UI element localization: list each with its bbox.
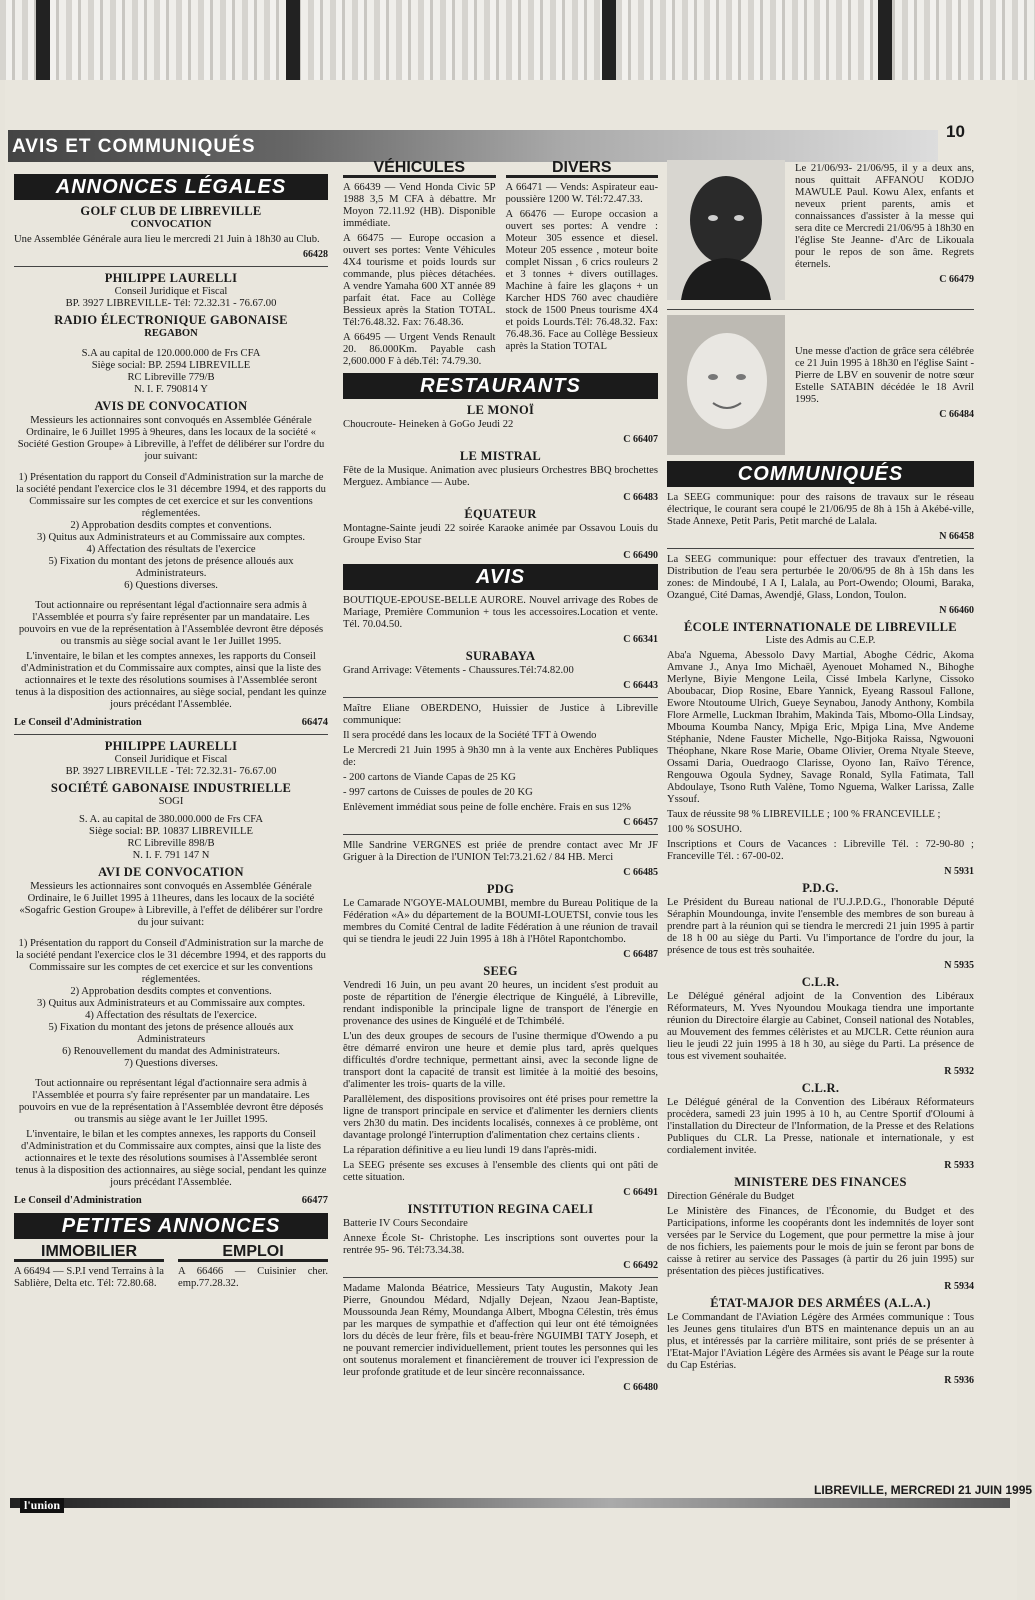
- signature: Le Conseil d'Administration: [14, 717, 142, 728]
- notice-text: Une Assemblée Générale aura lieu le mercredi 21 Juin à 18h30 au Club.: [14, 234, 320, 245]
- notice-text: Annexe École St- Christophe. Les inscriptions sont ouvertes pour la rentrée 95- 96. Tél:73.34.38.: [343, 1233, 658, 1256]
- notice-text: Batterie IV Cours Secondaire: [343, 1218, 468, 1229]
- classified-ad: A 66476 — Europe occasion a ouvert ses portes: A vendre : Moteur 305 essence et diesel. Moteur 205 essence , moteur boite complet Nissan , 6 crics rouleurs 2 et 3 tonnes + divers outillages. Machine à faire les glaçons + un Karcher HDS 760 avec chaudière stock de 1500 Pneus tourisme 4X4 et poids Lourds.Tél: 76.48.32. Fax: 76.48.36. Face au Collège Bessieux après la Station TOTAL: [505, 209, 658, 352]
- notice-ref: C 66407: [623, 434, 658, 445]
- notice-text: Fête de la Musique. Animation avec plusieurs Orchestres BBQ brochettes Merguez. Ambiance — Aube.: [343, 465, 658, 488]
- notice-ref: C 66479: [939, 274, 974, 285]
- notice-title: C.L.R.: [801, 975, 840, 989]
- notice-text: Le Commandant de l'Aviation Légère des Armées communique : Tous les Jeunes gens titulaires d'un BTS en maintenance depuis un an au plus, et intéressés par la carrière militaire, sont priés de se présenter à l'Etat-Major l'Aviation Légère des Armées sis avant le Péage sur la route du Cap Estérias.: [667, 1312, 974, 1371]
- agenda-item: 5) Fixation du montant des jetons de présence alloués aux Administrateurs.: [48, 556, 294, 579]
- notice-text: Il sera procédé dans les locaux de la Société TFT à Owendo: [343, 730, 597, 741]
- issue-date: LIBREVILLE, MERCREDI 21 JUIN 1995: [814, 1483, 1033, 1497]
- notice-ref: C 66490: [623, 550, 658, 561]
- footer-bar: [10, 1498, 1010, 1508]
- notice-line: Conseil Juridique et Fiscal: [114, 286, 228, 297]
- divider: [14, 734, 328, 735]
- column-legal-notices: [14, 172, 328, 1492]
- notice-line: N. I. F. 791 147 N: [132, 850, 210, 861]
- notice-line: RC Libreville 779/B: [127, 372, 215, 383]
- divider: [343, 834, 658, 835]
- notice-ref: R 5934: [944, 1281, 974, 1292]
- signature: Le Conseil d'Administration: [14, 1195, 142, 1206]
- notice-ref: C 66485: [623, 867, 658, 878]
- notice-text: La SEEG communique: pour effectuer des travaux d'entretien, la Distribution de l'eau sera perturbée le 20/06/95 de 8h à 15h dans les zones: de Mindoubé, I A I, Lalala, au Port-Owendo; Oloumi, Baraka, Ozangué, Cité Damas, Awendjé, Glass, London, Toulon.: [667, 554, 974, 601]
- agenda-item: 1) Présentation du rapport du Conseil d'Administration sur la marche de la société pendant l'exercice clos le 31 décembre 1994, et des rapports du Commissaire sur les comptes de cet exercice et sur les conventions réglementées.: [16, 472, 326, 519]
- notice-text: - 997 cartons de Cuisses de poules de 20 KG: [343, 787, 533, 798]
- notice-title: PDG: [486, 882, 515, 896]
- classified-ad: A 66471 — Vends: Aspirateur eau- poussière 1200 W. Tél:72.47.33.: [505, 182, 658, 205]
- notice-text: Le Délégué général adjoint de la Convention des Libéraux Réformateurs, M. Yves Nyoundou Moukaga tiendra une importante réunion du Directoire élargie au Cabinet, Conseil national des Notables, au Mouvement des femmes célèristes et au MJCLR. Cette réunion aura lieu le jeudi 22 juin 1995 à 18 h 30, au siège du Parti. La présence de tous est vivement souhaitée.: [667, 991, 974, 1062]
- notice-ref: R 5932: [944, 1066, 974, 1077]
- notice-text: L'un des deux groupes de secours de l'usine thermique d'Owendo a pu être démarré environ une heure et demie plus tard, après quelques difficultés d'ordre technique, permettant ainsi, avec la seconde ligne de transport dont la capacité de transit est limitée à la moitié des besoins, d'alimenter les trois- quarts de la ville.: [343, 1031, 658, 1090]
- heading-communiques: COMMUNIQUÉS: [667, 461, 974, 487]
- page-number: 10: [946, 122, 965, 141]
- portrait-photo: [667, 160, 785, 300]
- notice-title: AVIS DE CONVOCATION: [94, 399, 248, 413]
- notice-line: S.A au capital de 120.000.000 de Frs CFA: [81, 348, 261, 359]
- notice-ref: C 66491: [623, 1187, 658, 1198]
- notice-ref: C 66480: [623, 1382, 658, 1393]
- subheading-vehicules: VÉHICULES: [343, 162, 496, 178]
- notice-ref: 66428: [303, 249, 328, 260]
- notice-ref: C 66443: [623, 680, 658, 691]
- notice-title: GOLF CLUB DE LIBREVILLE: [80, 204, 262, 218]
- notice-ref: N 5935: [944, 960, 974, 971]
- notice-ref: C 66484: [939, 409, 974, 420]
- divider: [14, 266, 328, 267]
- agenda-item: 1) Présentation du rapport du Conseil d'Administration sur la marche de la société pendant l'exercice clos le 31 décembre 1994, et des rapports du Commissaire sur les comptes de cet exercice et sur les conventions réglementées.: [16, 938, 326, 985]
- notice-title: PHILIPPE LAURELLI: [104, 271, 238, 285]
- portrait-photo: [667, 315, 785, 455]
- notice-title: MINISTERE DES FINANCES: [734, 1175, 907, 1189]
- divider: [343, 1277, 658, 1278]
- notice-text: Messieurs les actionnaires sont convoqués en Assemblée Générale Ordinaire, le 6 Juillet 1995 à 9heures, dans les locaux de la société « Société Gestion Groupe» à Libreville, à l'effet de délibérer sur l'ordre du jour suivant:: [17, 415, 325, 462]
- notice-text: Madame Malonda Béatrice, Messieurs Taty Augustin, Makoty Jean Pierre, Gnoundou Médard, Ndjally Dejean, Nzaou Jean-Baptiste, Moussounda Jean Rémy, Moundanga Albert, Mbogna Célestin, très émus par les marques de sympathie et d'affection qui leur ont été témoignées lors du décès de leur frère, fils et beau-frère NGUIMBI TATY Joseph, et ne pouvant remercier individuellement, prient toutes les personnes qui les ont soutenus moralement et financièrement de trouver ici l'expression de leur profonde gratitude et de leur sincère reconnaissance.: [343, 1283, 658, 1378]
- notice-text: Montagne-Sainte jeudi 22 soirée Karaoke animée par Ossavou Louis du Groupe Eviso Star: [343, 523, 658, 546]
- notice-subtitle: Liste des Admis au C.E.P.: [765, 635, 876, 646]
- heading-avis: AVIS: [343, 564, 658, 590]
- window-post: [36, 0, 50, 80]
- classified-ad: A 66439 — Vend Honda Civic 5P 1988 3,5 M CFA à débattre. Mr Moyon 72.11.92 (HB). Disponible immédiate.: [343, 182, 496, 229]
- notice-subtitle: Direction Générale du Budget: [667, 1191, 795, 1202]
- notice-text: BOUTIQUE-EPOUSE-BELLE AURORE. Nouvel arrivage des Robes de Mariage, Première Communion + tous les accessoires.Location et vente. Tél. 70.04.50.: [343, 595, 658, 630]
- notice-text: Maître Eliane OBERDENO, Huissier de Justice à Libreville communique:: [343, 703, 658, 726]
- notice-text: - 200 cartons de Viande Capas de 25 KG: [343, 772, 516, 783]
- notice-title: RADIO ÉLECTRONIQUE GABONAISE: [54, 313, 288, 327]
- agenda-item: 4) Affectation des résultats de l'exercice: [86, 544, 256, 555]
- section-title: AVIS ET COMMUNIQUÉS: [12, 136, 256, 157]
- heading-restaurants: RESTAURANTS: [343, 373, 658, 399]
- notice-line: SOGI: [158, 796, 184, 807]
- notice-title: AVI DE CONVOCATION: [98, 865, 244, 879]
- notice-text: Inscriptions et Cours de Vacances : Libreville Tél. : 72-90-80 ; Franceville Tél. : 67-00-02.: [667, 839, 974, 862]
- notice-text: Le Mercredi 21 Juin 1995 à 9h30 mn à la vente aux Enchères Publiques de:: [343, 745, 658, 768]
- notice-text: La SEEG communique: pour des raisons de travaux sur le réseau électrique, le courant sera coupé le 21/06/95 de 8h à 15h à Akébé-ville, Stade Annexe, Petit Paris, Petit marché de Lalala.: [667, 492, 974, 527]
- notice-text: Tout actionnaire ou représentant légal d'actionnaire sera admis à l'Assemblée et pourra s'y faire représenter par un mandataire. Les pouvoirs en vue de la représentation à l'Assemblée devront être déposés ou transmis au siège social avant le 1er Juillet 1995.: [18, 600, 324, 647]
- divider: [667, 548, 974, 549]
- notice-text: Mlle Sandrine VERGNES est priée de prendre contact avec Mr JF Griguer à la Direction de l'UNION Tel:73.21.62 / 84 HB. Merci: [343, 840, 658, 863]
- heading-annonces-legales: ANNONCES LÉGALES: [14, 174, 328, 200]
- notice-title: LE MISTRAL: [459, 449, 542, 463]
- column-classifieds: [343, 160, 658, 1490]
- notice-text: Messieurs les actionnaires sont convoqués en Assemblée Générale Ordinaire, le 6 Juillet 1995 à 11heures, dans les locaux de la société «Sogafric Gestion Groupe» à Libreville, à l'effet de délibérer sur l'ordre du jour suivant:: [19, 881, 323, 928]
- notice-text: Le 21/06/93- 21/06/95, il y a deux ans, nous quittait AFFANOU KODJO MAWULE Paul. Kowu Alex, enfants et neveux prient parents, amis et connaissances d'assister à la messe qui sera dite ce Mercredi 21/06/95 à 18h30 en l'église Ste Jeanne- d'Arc de Likouala pour le repos de son âme. Regrets éternels.: [795, 163, 974, 270]
- notice-text: Enlèvement immédiat sous peine de folle enchère. Frais en sus 12%: [343, 802, 632, 813]
- notice-title: P.D.G.: [802, 881, 839, 895]
- notice-line: BP. 3927 LIBREVILLE- Tél: 72.32.31 - 76.67.00: [65, 298, 277, 309]
- divider: [343, 697, 658, 698]
- agenda-item: 2) Approbation desdits comptes et conventions.: [70, 520, 272, 531]
- notice-text: 100 % SOSUHO.: [667, 824, 743, 835]
- notice-title: PHILIPPE LAURELLI: [104, 739, 238, 753]
- notice-line: BP. 3927 LIBREVILLE - Tél: 72.32.31- 76.67.00: [65, 766, 277, 777]
- notice-title: INSTITUTION REGINA CAELI: [407, 1202, 594, 1216]
- notice-text: L'inventaire, le bilan et les comptes annexes, les rapports du Conseil d'Administration et du Commissaire aux comptes, ainsi que la liste des actionnaires et le texte des résolutions soumises à l'Assemblée seront tenus à la disposition des actionnaires, au siège social, pendant les quinze jours précédant l'Assemblée.: [15, 651, 327, 710]
- notice-text: Grand Arrivage: Vêtements - Chaussures.Tél:74.82.00: [343, 665, 574, 676]
- notice-title: ÉCOLE INTERNATIONALE DE LIBREVILLE: [684, 620, 957, 634]
- newspaper-logo: l'union: [20, 1498, 64, 1513]
- notice-title: SURABAYA: [465, 649, 536, 663]
- classified-ad: A 66494 — S.P.I vend Terrains à la Sablière, Delta etc. Tél: 72.80.68.: [14, 1266, 164, 1289]
- notice-ref: R 5933: [944, 1160, 974, 1171]
- notice-line: S. A. au capital de 380.000.000 de Frs CFA: [78, 814, 263, 825]
- window-post: [878, 0, 892, 80]
- notice-text: L'inventaire, le bilan et les comptes annexes, les rapports du Conseil d'Administration et du Commissaire aux comptes, ainsi que la liste des actionnaires et le texte des résolutions soumises à l'Assemblée seront tenus à la disposition des actionnaires, au siège social, pendant les quinze jours précédant l'Assemblée.: [15, 1129, 327, 1188]
- window-post: [602, 0, 616, 80]
- notice-text: Choucroute- Heineken à GoGo Jeudi 22: [343, 419, 514, 430]
- divider: [667, 309, 974, 310]
- agenda-item: 4) Affectation des résultats de l'exercice.: [85, 1010, 257, 1021]
- agenda-item: 6) Questions diverses.: [124, 580, 218, 591]
- notice-title: SEEG: [483, 964, 518, 978]
- notice-ref: C 66457: [623, 817, 658, 828]
- notice-line: Siège social: BP. 10837 LIBREVILLE: [89, 826, 253, 837]
- notice-ref: N 66460: [939, 605, 974, 616]
- notice-ref: C 66487: [623, 949, 658, 960]
- agenda-item: 2) Approbation desdits comptes et conventions.: [70, 986, 272, 997]
- classified-ad: A 66475 — Europe occasion a ouvert ses portes: Vente Véhicules 4X4 tourisme et poids lourds sur commande, plus pièces détachées. A vendre Yamaha 600 XT année 89 parfait état. Face au Collège Bessieux après la Station TOTAL. Tél:76.48.32. Fax: 76.48.36.: [343, 233, 496, 328]
- notice-title: ÉTAT-MAJOR DES ARMÉES (A.L.A.): [710, 1296, 931, 1310]
- notice-text: Le Délégué général de la Convention des Libéraux Réformateurs procèdera, samedi 23 juin 1995 à 10 h, au Centre Sportif d'Oloumi à l'installation du Directeur de l'Information, de la Presse et des Relations Publiques du CLR. La Presse, nationale et internationale, y est cordialement invitée.: [667, 1097, 974, 1156]
- notice-line: Conseil Juridique et Fiscal: [114, 754, 228, 765]
- notice-text: La SEEG présente ses excuses à l'ensemble des clients qui ont pâti de cette situation.: [343, 1160, 658, 1183]
- notice-ref: N 66458: [939, 531, 974, 542]
- notice-text: Vendredi 16 Juin, un peu avant 20 heures, un incident s'est produit au poste de répartition de l'énergie électrique de Kinguélé, à Libreville, rendant indisponible la principale ligne de transport de l'énergie en provenance des usines de Kinguélé et de Tchimbélé.: [343, 980, 658, 1027]
- notice-ref: R 5936: [944, 1375, 974, 1386]
- subheading-divers: DIVERS: [506, 162, 659, 178]
- notice-title: LE MONOÏ: [466, 403, 535, 417]
- notice-line: REGABON: [144, 328, 198, 339]
- notice-text: Une messe d'action de grâce sera célébrée ce 21 Juin 1995 à 18h30 en l'église Saint -Pierre de LBV en souvenir de notre sœur Estelle SATABIN décédée le 18 Avril 1995.: [795, 346, 974, 405]
- notice-text: Parallèlement, des dispositions provisoires ont été prises pour remettre la ligne de transport principale en service et d'alimenter les derniers clients vers 2h30 du matin. Des incidents localisés, connexes à ce problème, ont davantage prolongé l'interruption d'alimentation chez certains clients .: [343, 1094, 658, 1141]
- notice-ref: 66474: [301, 717, 328, 728]
- notice-text: La réparation définitive a eu lieu lundi 19 dans l'après-midi.: [343, 1145, 597, 1156]
- heading-petites-annonces: PETITES ANNONCES: [14, 1213, 328, 1239]
- agenda-item: 3) Quitus aux Administrateurs et au Commissaire aux comptes.: [36, 998, 306, 1009]
- agenda-item: 5) Fixation du montant des jetons de présence alloués aux Administrateurs: [48, 1022, 294, 1045]
- notice-title: C.L.R.: [801, 1081, 840, 1095]
- classified-ad: A 66495 — Urgent Vends Renault 20. 86.000Km. Payable cash 2,600.000 F à déb.Tél: 74.79.30.: [343, 332, 496, 367]
- agenda-item: 7) Questions diverses.: [124, 1058, 218, 1069]
- notice-ref: C 66483: [623, 492, 658, 503]
- notice-title: SOCIÉTÉ GABONAISE INDUSTRIELLE: [50, 781, 292, 795]
- notice-text: Le Ministère des Finances, de l'Économie, du Budget et des Participations, informe les coopérants dont les indemnités de loyer sont versées par le Service du Logement, que pour permettre la mise à jour de nos fichiers, les paiements pour le mois de juin se feront par bons de caisse à retirer au service des Passages (à partir du 26 juin 1995) sur présentation des pièces justificatives.: [667, 1206, 974, 1277]
- notice-line: RC Libreville 898/B: [127, 838, 215, 849]
- notice-line: Siège social: BP. 2594 LIBREVILLE: [91, 360, 251, 371]
- notice-text: Le Président du Bureau national de l'U.J.P.D.G., l'honorable Député Séraphin Moundounga, invite l'ensemble des membres de son bureau à prendre part à la réunion qui se tiendra le mercredi 21 juin 1995 à partir de 18 h 00 au siège du Parti. Vu l'importance de l'ordre du jour, la présence de tous est très souhaitée.: [667, 897, 974, 956]
- notice-ref: N 5931: [944, 866, 974, 877]
- window-post: [286, 0, 300, 80]
- notice-line: N. I. F. 790814 Y: [134, 384, 208, 395]
- agenda-item: 3) Quitus aux Administrateurs et au Commissaire aux comptes.: [36, 532, 306, 543]
- notice-text: Le Camarade N'GOYE-MALOUMBI, membre du Bureau Politique de la Fédération «A» du département de la BOUMI-LOUETSI, convie tous les membres du Comité Central de ladite Fédération à une réunion de travail qui se tiendra le jeudi 22 Juin 1995 à 18h à l'Hôtel Rapontchombo.: [343, 898, 658, 945]
- classified-ad: A 66466 — Cuisinier cher. emp.77.28.32.: [178, 1266, 328, 1289]
- notice-text: Tout actionnaire ou représentant légal d'actionnaire sera admis à l'Assemblée et pourra s'y faire représenter par un mandataire. Les pouvoirs en vue de la représentation à l'Assemblée devront être déposés ou transmis au siège avant le 1er Juillet 1995.: [18, 1078, 324, 1125]
- notice-ref: C 66341: [623, 634, 658, 645]
- column-communiques: [667, 160, 974, 1495]
- subheading-immobilier: IMMOBILIER: [14, 1246, 164, 1262]
- notice-title: ÉQUATEUR: [464, 507, 537, 521]
- subheading-emploi: EMPLOI: [178, 1246, 328, 1262]
- notice-text: Taux de réussite 98 % LIBREVILLE ; 100 % FRANCEVILLE ;: [667, 809, 941, 820]
- agenda-item: 6) Renouvellement du mandat des Administrateurs.: [62, 1046, 280, 1057]
- notice-subtitle: CONVOCATION: [130, 219, 212, 230]
- notice-text: Aba'a Nguema, Abessolo Davy Martial, Aboghe Cédric, Akoma Amvane J., Anya Imo Michaël, Ayenouet Mohamed N., Bihoghe Merlyne, Biyie Mengone Leila, Cissé Imbela Karlyne, Cissoko Aboubacar, Diop Rosine, Ebare Yannick, Eyeang Rassoul Fallone, Ewore Ntoutoume Ulrich, Gueye Seynabou, Janody Anthony, Kombila Flore Armelle, Luckman Ibrahim, Makinda Tais, Mbomo-Olla Lindsay, Mbouma Koumba Nancy, Mpiga Eric, Mpiga Lina, Mve Andeme Stéphanie, Ndene Fauster Michelle, Ngo-Bitjoka Raissa, Ngwouoni Théophane, Nkare Rose Marie, Obame Olivier, Orema Ntyale Steeve, Ossami Daria, Ouedraogo Clarisse, Oyono Ian, Raïvo Térence, Rengouwa Ogoula Sydney, Savage Ronald, Sylla Fatimata, Tall Abdoulaye, Tsono Ruth Valène, Tomo Nguema, Walker Larissa, Zalle Yssouf.: [667, 650, 974, 805]
- notice-ref: C 66492: [623, 1260, 658, 1271]
- notice-ref: 66477: [301, 1195, 328, 1206]
